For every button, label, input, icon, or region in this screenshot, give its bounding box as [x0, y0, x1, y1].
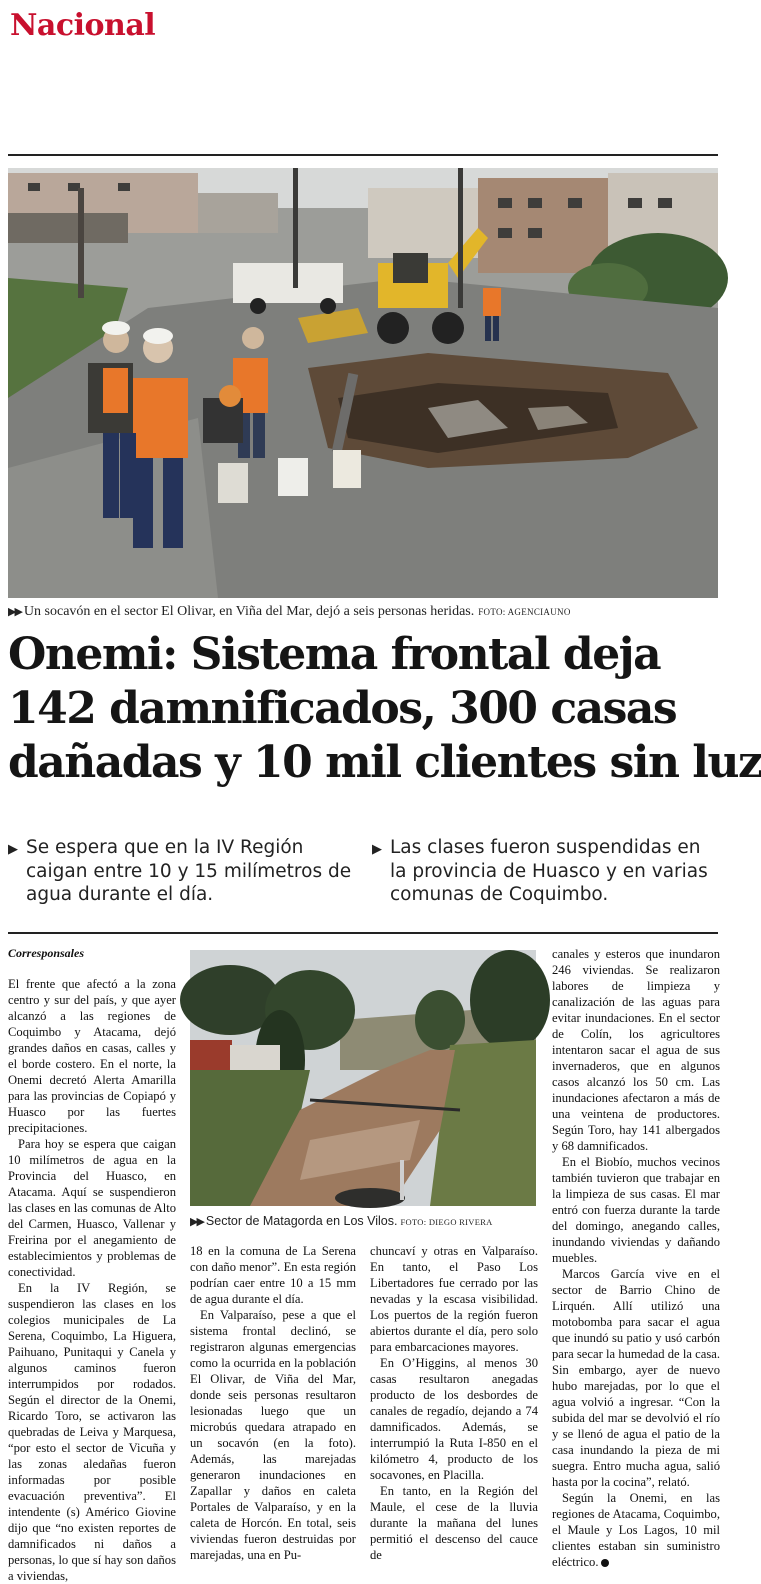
headline-line-3: dañadas y 10 mil clientes sin luz: [8, 737, 761, 788]
article-column-3: [370, 1243, 538, 1563]
deck-text-1: Se espera que en la IV Región caigan entre 10 y 15 milímetros de agua durante el día.: [26, 837, 352, 905]
section-label: Nacional: [10, 8, 156, 43]
main-photo-credit: FOTO: AGENCIAUNO: [478, 607, 571, 617]
article-column-2: [190, 1243, 356, 1563]
caption-arrow-icon: ▶▶: [190, 1216, 203, 1228]
paragraph: chuncaví y otras en Valparaíso. En tanto, el Paso Los Libertadores fue cerrado por las nevadas y la escasa visibilidad. Los puertos de la región fueron abiertos durante el día, pero solo para embarcaciones mayores.: [370, 1244, 538, 1354]
mid-rule: [8, 932, 718, 934]
paragraph: [552, 1490, 720, 1570]
main-photo: [8, 168, 718, 598]
triangle-bullet-icon: ▶: [372, 842, 382, 857]
paragraph: En el Biobío, muchos vecinos también tuvieron que trabajar en la limpieza de sus casas. El mar entró con fuerza durante la tarde del domingo, anegando calles, inundando viviendas y dañando muebles.: [552, 1155, 720, 1265]
triangle-bullet-icon: ▶: [8, 842, 18, 857]
headline-line-2: 142 damnificados, 300 casas: [8, 683, 677, 734]
paragraph: Para hoy se espera que caigan 10 milímetros de agua en la Provincia del Huasco, en Atacama. Aquí se suspendieron las clases en las comunas de Alto del Carmen, Huasco, Vallenar y Freirina por el anegamiento de establecimientos y problemas de conectividad.: [8, 1137, 176, 1279]
paragraph: En O’Higgins, al menos 30 casas resultaron anegadas producto de los desbordes de canales de regadío, dejando a 74 damnificados. Además, se interrumpió la Ruta I-850 en el kilómetro 4, producto de los socavones, en Placilla.: [370, 1356, 538, 1482]
paragraph: El frente que afectó a la zona centro y sur del país, y que ayer alcanzó a las regiones de Coquimbo y Atacama, dejó grandes daños en casas, calles y el borde costero. En el norte, la Onemi decretó Alerta Amarilla para las provincias de Copiapó y Huasco por las fuertes precipitaciones.: [8, 977, 176, 1135]
paragraph: En tanto, en la Región del Maule, el cese de la lluvia durante la mañana del lunes permitió el descenso del cauce de: [370, 1484, 538, 1562]
second-photo: [190, 950, 536, 1206]
deck-text-2: Las clases fueron suspendidas en la provincia de Huasco y en varias comunas de Coquimbo.: [390, 837, 708, 905]
deck-item-1: [8, 836, 358, 907]
article-column-4: [552, 946, 720, 1569]
headline: [8, 628, 761, 790]
second-caption-text: Sector de Matagorda en Los Vilos.: [205, 1214, 398, 1228]
article-column-1: [8, 976, 176, 1583]
paragraph: En la IV Región, se suspendieron las clases en los colegios municipales de La Serena, Coquimbo, La Higuera, Paihuano, Punitaqui y Canela y algunos caminos fueron interrumpidos por rodados. Según el director de la Onemi, Ricardo Toro, se activaron las quebradas de Leiva y Marquesa, “por esto el sector de Vicuña y las zonas aledañas fueron informadas por posible evacuación preventiva”. El intendente (s) Américo Giovine dijo que “no existen reportes de damnificados ni daños a personas, lo que sí hay son daños a viviendas,: [8, 1281, 176, 1583]
second-photo-caption: [190, 1214, 538, 1228]
main-photo-caption: [8, 604, 720, 620]
paragraph: En Valparaíso, pese a que el sistema frontal declinó, se registraron algunas emergencias como la ocurrida en la población El Olivar, de Viña del Mar, donde seis personas resultaron lesionadas luego que un microbús quedara atrapado en un socavón (en la foto). Además, las marejadas generaron inundaciones en Zapallar y daños en caleta Portales de Valparaíso, y en la caleta de Horcón. En total, seis viviendas fueron destruidas por marejadas, una en Pu-: [190, 1308, 356, 1562]
headline-line-1: Onemi: Sistema frontal deja: [8, 629, 661, 680]
paragraph: 18 en la comuna de La Serena con daño menor”. En esta región podrían caer entre 10 a 15 mm de agua durante el día.: [190, 1244, 356, 1306]
deck-item-2: [372, 836, 717, 907]
end-of-article-icon: [601, 1559, 609, 1567]
paragraph: Marcos García vive en el sector de Barrio Chino de Lirquén. Allí utilizó una motobomba para sacar el agua que inundó su patio y usó carbón para secar la humedad de la casa. Sin embargo, ayer de nuevo hubo marejadas, por lo que el agua volvió a ingresar. “Con la subida del mar se devolvió el río y se llenó de agua el patio de la casa inundando la pieza de mi suegra. Entro mucha agua, salió hasta por la cocina”, relató.: [552, 1267, 720, 1489]
paragraph-text: Según la Onemi, en las regiones de Atacama, Coquimbo, el Maule y Los Lagos, 10 mil clientes estaban sin suministro eléctrico.: [552, 1491, 720, 1569]
caption-arrow-icon: ▶▶: [8, 606, 21, 618]
main-caption-text: Un socavón en el sector El Olivar, en Viña del Mar, dejó a seis personas heridas.: [23, 604, 475, 619]
second-photo-credit: FOTO: DIEGO RIVERA: [400, 1217, 493, 1227]
top-rule: [8, 154, 718, 156]
paragraph: canales y esteros que inundaron 246 viviendas. Se realizaron labores de limpieza y canalización de las aguas para evitar inundaciones. En el sector de Colín, los agricultores intentaron sacar el agua de sus invernaderos, que en algunos casos alcanzó los 50 cm. Las inundaciones afectaron a más de una veintena de productores. Según Toro, hay 141 albergados y 68 damnificados.: [552, 947, 720, 1153]
byline: Corresponsales: [8, 946, 85, 960]
